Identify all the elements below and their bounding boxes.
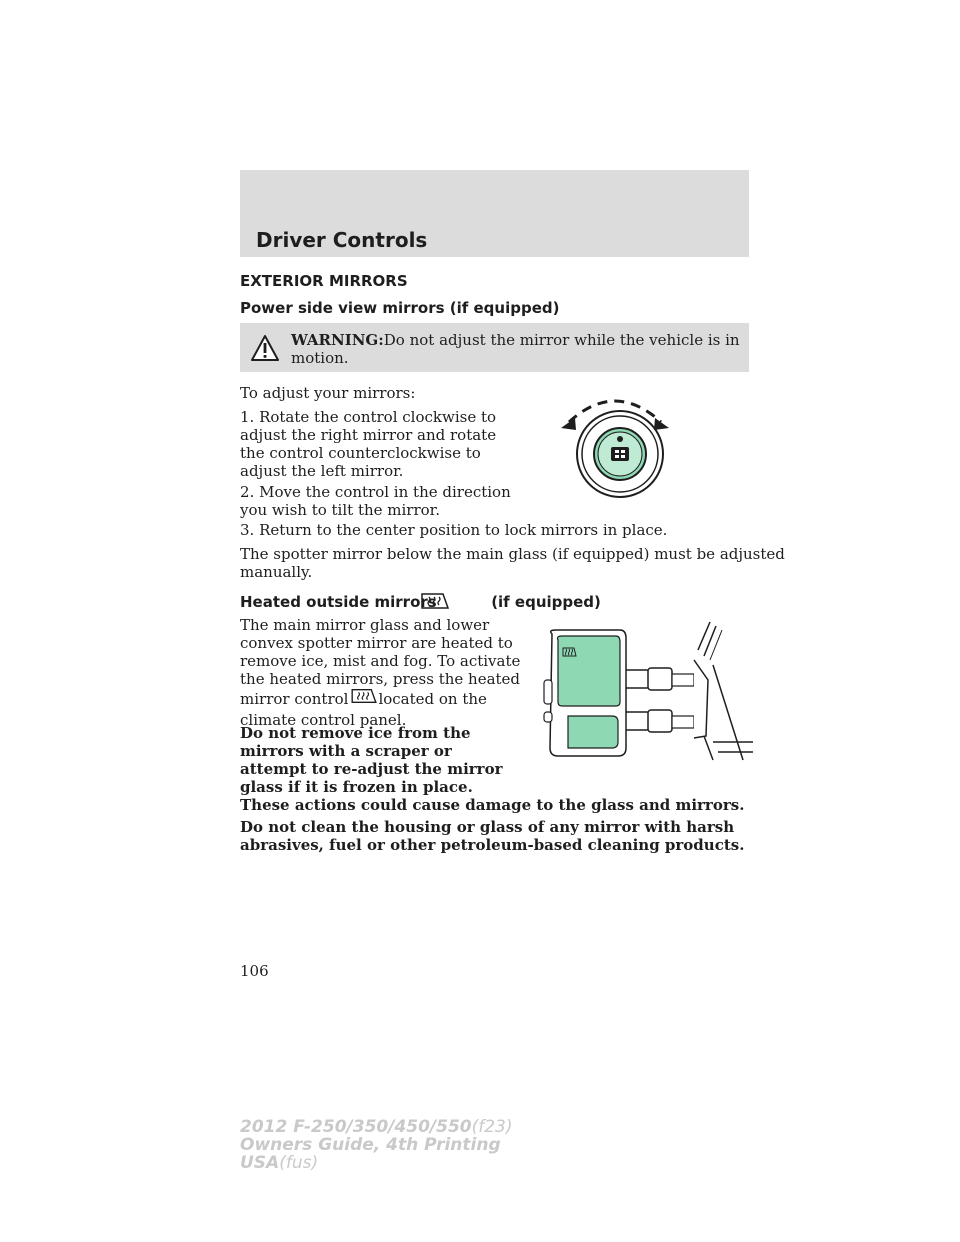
spotter-line: The spotter mirror below the main glass (if equipped) must be adjusted (240, 545, 785, 563)
footer-line-1 (240, 1118, 513, 1136)
heated-subtitle-part2: (if equipped) (491, 593, 601, 611)
page-title: Driver Controls (256, 228, 428, 252)
footer-code: (f23) (471, 1117, 513, 1137)
step-1-line: 1. Rotate the control clockwise to (240, 408, 497, 426)
spotter-line: manually. (240, 563, 313, 581)
warning-line-1 (291, 331, 740, 349)
heated-para-line: climate control panel. (240, 711, 407, 729)
mirror-control-icon (555, 386, 675, 506)
step-1 (240, 408, 496, 480)
heated-para-text: located on the (378, 690, 487, 708)
caution-line: These actions could cause damage to the glass and mirrors. (240, 796, 745, 814)
footer-market-code: (fus) (279, 1153, 319, 1173)
caution-cleaning (240, 818, 744, 854)
mirror-illustration (538, 620, 753, 766)
step-1-line: adjust the right mirror and rotate (240, 426, 497, 444)
page-number: 106 (240, 962, 269, 980)
heated-para-text: mirror control (240, 690, 349, 708)
step-2-line: you wish to tilt the mirror. (240, 501, 440, 519)
spotter-note (240, 545, 785, 581)
caution-line: mirrors with a scraper or (240, 742, 452, 760)
heated-para-line: convex spotter mirror are heated to (240, 634, 513, 652)
heated-mirror-icon (420, 590, 450, 612)
step-1-line: adjust the left mirror. (240, 462, 404, 480)
power-mirrors-subtitle: Power side view mirrors (if equipped) (240, 299, 560, 317)
step-2-line: 2. Move the control in the direction (240, 483, 511, 501)
heated-paragraph (240, 616, 520, 729)
step-1-line: the control counterclockwise to (240, 444, 481, 462)
section-title: EXTERIOR MIRRORS (240, 272, 408, 290)
warning-icon (250, 334, 280, 362)
heated-para-line: the heated mirrors, press the heated (240, 670, 521, 688)
step-2 (240, 483, 511, 519)
footer (240, 1118, 513, 1172)
footer-model: 2012 F-250/350/450/550 (240, 1117, 472, 1137)
warning-text-2: motion. (291, 349, 349, 367)
heated-para-line (240, 690, 520, 708)
caution-line: abrasives, fuel or other petroleum-based cleaning products. (240, 836, 745, 854)
step-3: 3. Return to the center position to lock mirrors in place. (240, 521, 668, 539)
heated-mirror-inline-icon (348, 692, 378, 706)
heated-para-line: remove ice, mist and fog. To activate (240, 652, 521, 670)
heated-subtitle-part1: Heated outside mirrors (240, 593, 437, 611)
footer-market: USA (240, 1153, 280, 1173)
warning-label: WARNING: (291, 331, 384, 349)
caution-line: glass if it is frozen in place. (240, 778, 473, 796)
footer-line-3 (240, 1154, 513, 1172)
adjust-intro: To adjust your mirrors: (240, 384, 416, 402)
warning-text-1: Do not adjust the mirror while the vehicle is in (383, 331, 740, 349)
heated-para-line: The main mirror glass and lower (240, 616, 490, 634)
caution-line: attempt to re-adjust the mirror (240, 760, 503, 778)
footer-line-2: Owners Guide, 4th Printing (240, 1135, 501, 1155)
caution-line: Do not remove ice from the (240, 724, 471, 742)
caution-line: Do not clean the housing or glass of any mirror with harsh (240, 818, 735, 836)
